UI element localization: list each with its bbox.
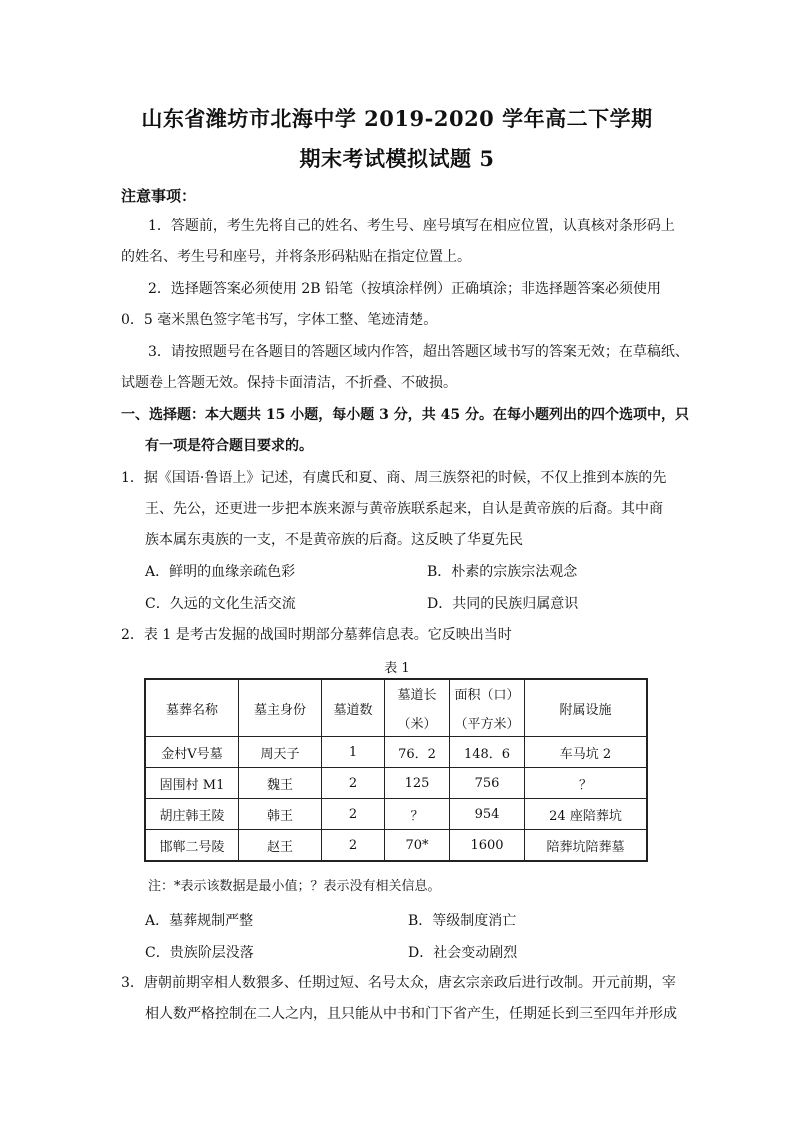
- question-2-option-a: A．墓葬规制严整: [145, 913, 254, 929]
- notice-item-2-line-1: 2．选择题答案必须使用 2B 铅笔（按填涂样例）正确填涂；非选择题答案必须使用: [148, 281, 662, 297]
- cell-length: 125: [385, 768, 450, 799]
- notice-item-3-line-2: 试题卷上答题无效。保持卡面清洁，不折叠、不破损。: [121, 375, 457, 391]
- tomb-info-table: [144, 678, 648, 862]
- table-row: [145, 830, 647, 862]
- notice-heading: 注意事项：: [121, 187, 197, 205]
- table-row: [145, 799, 647, 830]
- header-facilities: 附属设施: [525, 679, 648, 737]
- page-title: 山东省潍坊市北海中学 2019-2020 学年高二下学期: [141, 106, 653, 131]
- question-2-option-b: B．等级制度消亡: [408, 913, 517, 929]
- table-caption: 表 1: [384, 661, 410, 676]
- cell-facility: 陪葬坑陪葬墓: [525, 830, 648, 862]
- cell-name: 金村Ⅴ号墓: [145, 737, 239, 768]
- cell-owner: 周天子: [239, 737, 322, 768]
- cell-name: 固围村 M1: [145, 768, 239, 799]
- cell-name: 邯郸二号陵: [145, 830, 239, 862]
- cell-area: 954: [450, 799, 525, 830]
- question-1-option-a: A．鲜明的血缘亲疏色彩: [145, 564, 296, 580]
- header-passage-length: 墓道长 （米）: [385, 679, 450, 737]
- cell-owner: 韩王: [239, 799, 322, 830]
- cell-length: 70*: [385, 830, 450, 862]
- cell-owner: 魏王: [239, 768, 322, 799]
- cell-owner: 赵王: [239, 830, 322, 862]
- page-subtitle: 期末考试模拟试题 5: [299, 146, 495, 171]
- question-1-option-c: C．久远的文化生活交流: [145, 596, 296, 612]
- section-1-heading-cont: 有一项是符合题目要求的。: [145, 438, 313, 454]
- question-3-stem-line-2: 相人数严格控制在二人之内，且只能从中书和门下省产生，任期延长到三至四年并形成: [145, 1006, 677, 1022]
- question-1-stem-line-3: 族本属东夷族的一支，不是黄帝族的后裔。这反映了华夏先民: [145, 532, 523, 548]
- question-1-stem-line-2: 王、先公，还更进一步把本族来源与黄帝族联系起来，自认是黄帝族的后裔。其中商: [145, 501, 663, 517]
- header-passage-count: 墓道数: [322, 679, 385, 737]
- cell-area: 1600: [450, 830, 525, 862]
- table-header-row: [145, 679, 647, 737]
- cell-area: 756: [450, 768, 525, 799]
- section-1-heading: 一、选择题：本大题共 15 小题，每小题 3 分，共 45 分。在每小题列出的四个选项中，只: [121, 407, 689, 423]
- cell-count: 2: [322, 768, 385, 799]
- cell-length: 76．2: [385, 737, 450, 768]
- question-1-option-b: B．朴素的宗族宗法观念: [427, 564, 578, 580]
- notice-item-3-line-1: 3．请按照题号在各题目的答题区域内作答，超出答题区域书写的答案无效；在草稿纸、: [148, 344, 689, 360]
- table-row: [145, 768, 647, 799]
- header-tomb-owner: 墓主身份: [239, 679, 322, 737]
- question-1-stem-line-1: 1．据《国语·鲁语上》记述，有虞氏和夏、商、周三族祭祀的时候，不仅上推到本族的先: [121, 470, 667, 486]
- header-tomb-name: 墓葬名称: [145, 679, 239, 737]
- question-1-option-d: D．共同的民族归属意识: [427, 596, 579, 612]
- cell-facility: ？: [525, 768, 648, 799]
- question-3-stem-line-1: 3．唐朝前期宰相人数猥多、任期过短、名号太众，唐玄宗亲政后进行改制。开元前期，宰: [121, 975, 676, 991]
- cell-count: 2: [322, 830, 385, 862]
- cell-length: ？: [385, 799, 450, 830]
- cell-name: 胡庄韩王陵: [145, 799, 239, 830]
- notice-item-1-line-1: 1．答题前，考生先将自己的姓名、考生号、座号填写在相应位置，认真核对条形码上: [148, 218, 675, 234]
- notice-item-1-line-2: 的姓名、考生号和座号，并将条形码粘贴在指定位置上。: [121, 249, 471, 265]
- cell-count: 1: [322, 737, 385, 768]
- table-note: 注：*表示该数据是最小值；？表示没有相关信息。: [148, 879, 441, 894]
- cell-facility: 24 座陪葬坑: [525, 799, 648, 830]
- cell-area: 148．6: [450, 737, 525, 768]
- header-area: 面积（口） （平方米）: [450, 679, 525, 737]
- notice-item-2-line-2: 0．5 毫米黑色签字笔书写，字体工整、笔迹清楚。: [121, 312, 438, 328]
- table-row: [145, 737, 647, 768]
- question-2-stem: 2．表 1 是考古发掘的战国时期部分墓葬信息表。它反映出当时: [121, 627, 512, 643]
- cell-count: 2: [322, 799, 385, 830]
- cell-facility: 车马坑 2: [525, 737, 648, 768]
- question-2-option-c: C．贵族阶层没落: [145, 945, 254, 961]
- question-2-option-d: D．社会变动剧烈: [408, 945, 518, 961]
